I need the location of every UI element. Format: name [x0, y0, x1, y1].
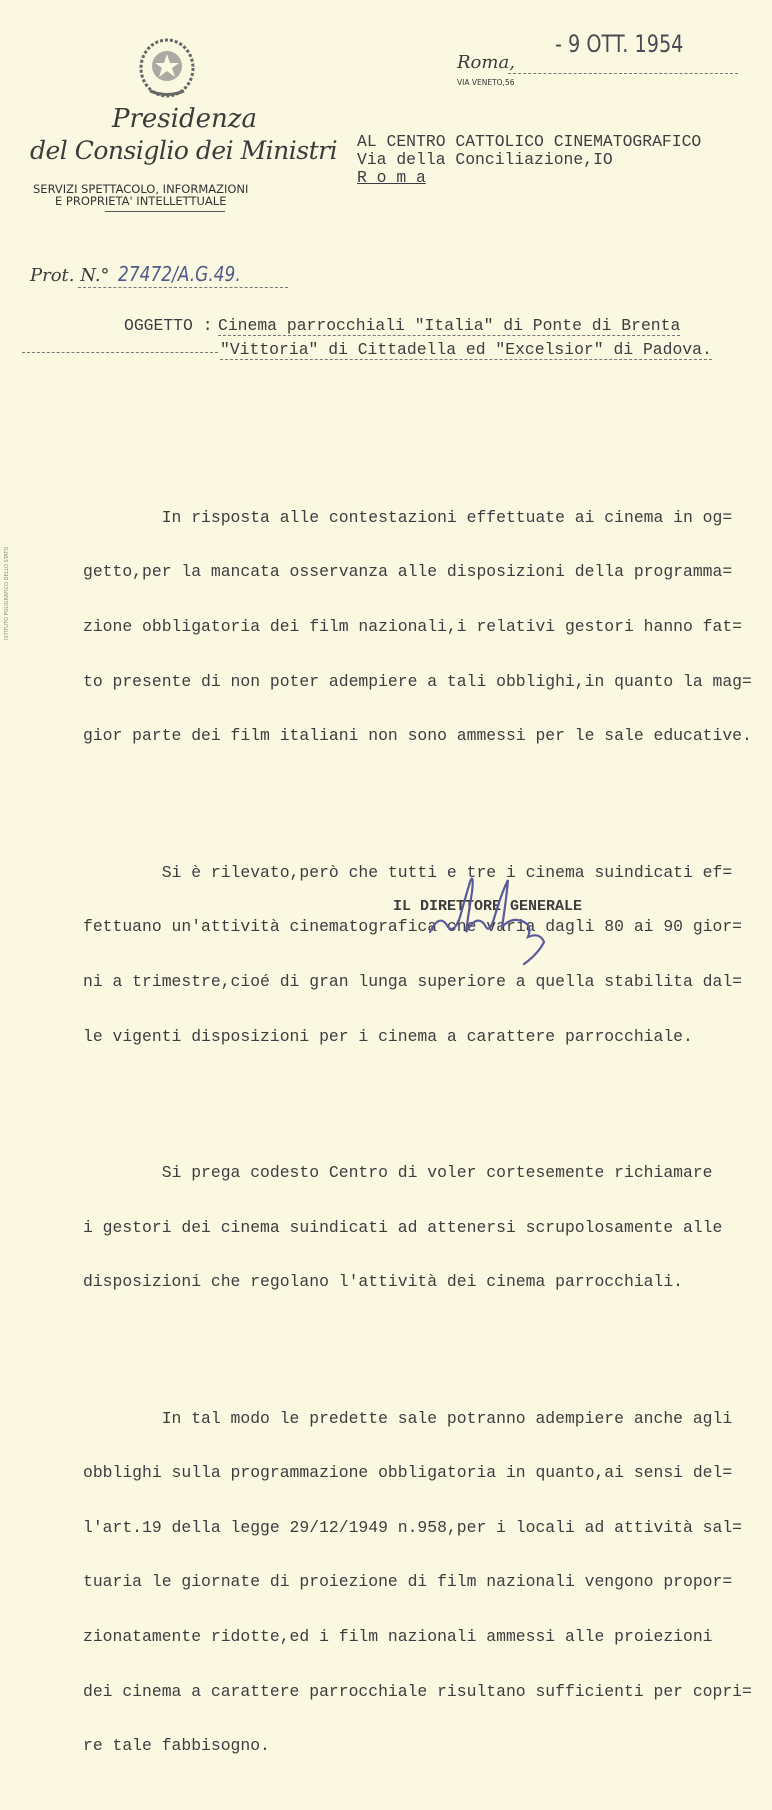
protocol-line: [78, 287, 288, 288]
body-line: l'art.19 della legge 29/12/1949 n.958,per i locali ad attività sal=: [83, 1517, 743, 1537]
subject-line-1: Cinema parrocchiali "Italia" di Ponte di Brenta: [218, 316, 681, 335]
place-label: Roma,: [457, 52, 515, 73]
department-line-1: SERVIZI SPETTACOLO, INFORMAZIONI: [33, 182, 249, 196]
office-address: VIA VENETO,56: [457, 78, 515, 87]
protocol-label: Prot. N.°: [30, 265, 110, 286]
body-line: In risposta alle contestazioni effettuate ai cinema in og=: [83, 507, 733, 527]
body-line: getto,per la mancata osservanza alle disposizioni della programma=: [83, 562, 733, 582]
subject-rule: [22, 352, 218, 353]
paragraph-4: [83, 1373, 752, 1792]
recipient-name: AL CENTRO CATTOLICO CINEMATOGRAFICO: [357, 132, 702, 151]
handwritten-signature: [420, 872, 560, 967]
body-line: Si è rilevato,però che tutti e tre i cinema suindicati ef=: [83, 862, 733, 882]
letterhead-subtitle: del Consiglio dei Ministri: [30, 136, 338, 165]
divider: [105, 211, 225, 212]
body-line: Si prega codesto Centro di voler cortesemente richiamare: [83, 1162, 713, 1182]
body-line: In tal modo le predette sale potranno adempiere anche agli: [83, 1408, 733, 1428]
recipient-city: R o m a: [357, 168, 426, 187]
letterhead-title: Presidenza: [112, 104, 257, 134]
body-line: zionatamente ridotte,ed i film nazionali ammessi alle proiezioni: [83, 1627, 713, 1646]
body-line: fettuano un'attività cinematografica che varia dagli 80 ai 90 gior=: [83, 917, 743, 937]
body-line: to presente di non poter adempiere a tali obblighi,in quanto la mag=: [83, 671, 752, 691]
subject-label: OGGETTO :: [124, 316, 213, 335]
body-line: zione obbligatoria dei film nazionali,i relativi gestori hanno fat=: [83, 617, 743, 637]
printer-imprint: ISTITUTO POLIGRAFICO DELLO STATO: [4, 546, 10, 640]
paragraph-3: [83, 1128, 752, 1328]
body-line: gior parte dei film italiani non sono ammessi per le sale educative.: [83, 726, 752, 746]
body-line: le vigenti disposizioni per i cinema a carattere parrocchiale.: [83, 1026, 693, 1046]
date-stamp: - 9 OTT. 1954: [555, 30, 684, 58]
letter-body: [83, 436, 752, 1810]
paragraph-1: [83, 472, 752, 781]
body-line: obblighi sulla programmazione obbligatoria in quanto,ai sensi del=: [83, 1463, 733, 1483]
protocol-number: 27472/A.G.49.: [118, 262, 241, 286]
signatory-title: IL DIRETTORE GENERALE: [393, 898, 583, 915]
body-line: i gestori dei cinema suindicati ad attenersi scrupolosamente alle: [83, 1217, 723, 1237]
body-line: ni a trimestre,cioé di gran lunga superiore a quella stabilita dal=: [83, 971, 743, 991]
paragraph-2: [83, 827, 752, 1082]
body-line: tuaria le giornate di proiezione di film nazionali vengono propor=: [83, 1572, 733, 1592]
body-line: re tale fabbisogno.: [83, 1736, 270, 1756]
body-line: disposizioni che regolano l'attività dei cinema parrocchiali.: [83, 1272, 683, 1292]
body-line: dei cinema a carattere parrocchiale risultano sufficienti per copri=: [83, 1681, 752, 1701]
emblem-icon: [136, 36, 198, 100]
subject-line-2: "Vittoria" di Cittadella ed "Excelsior" di Padova.: [220, 340, 712, 359]
department-line-2: E PROPRIETA' INTELLETTUALE: [55, 194, 227, 208]
recipient-street: Via della Conciliazione,IO: [357, 150, 613, 169]
date-line: [508, 73, 738, 74]
